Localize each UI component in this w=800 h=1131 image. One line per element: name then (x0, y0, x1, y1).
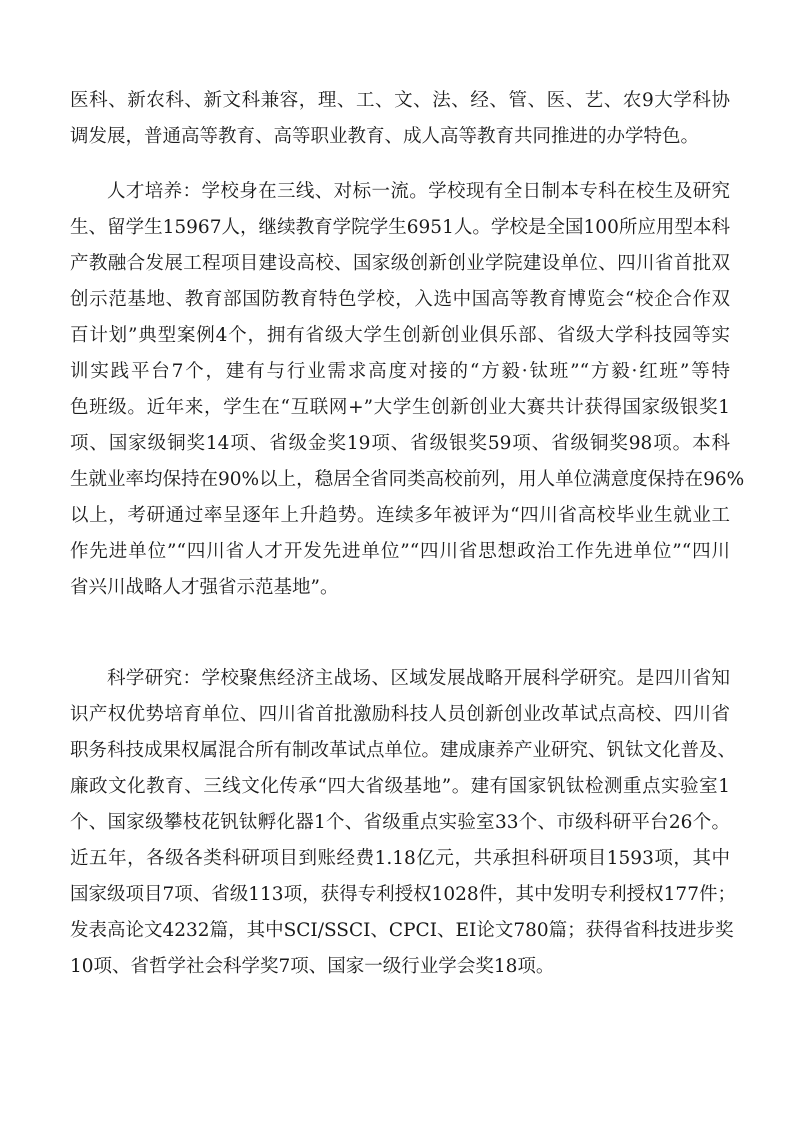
text-line: 生就业率均保持在90%以上，稳居全省同类高校前列，用人单位满意度保持在96% (70, 469, 745, 490)
text-line: 近五年，各级各类科研项目到账经费1.18亿元，共承担科研项目1593项，其中 (70, 848, 730, 869)
text-line: 调发展，普通高等教育、高等职业教育、成人高等教育共同推进的办学特色。 (70, 126, 700, 147)
text-line: 个、国家级攀枝花钒钛孵化器1个、省级重点实验室33个、市级科研平台26个。 (70, 812, 730, 833)
text-line: 10项、省哲学社会科学奖7项、国家一级行业学会奖18项。 (70, 956, 555, 977)
text-line: 省兴川战略人才强省示范基地”。 (70, 577, 339, 598)
paragraph-scientific-research (70, 661, 737, 985)
text-line: 发表高论文4232篇，其中SCI/SSCI、CPCI、EI论文780篇；获得省科技进步奖 (70, 920, 734, 941)
text-line: 医科、新农科、新文科兼容，理、工、文、法、经、管、医、艺、农9大学科协 (70, 90, 730, 111)
text-line: 以上，考研通过率呈逐年上升趋势。连续多年被评为“四川省高校毕业生就业工 (70, 505, 730, 526)
text-line: 职务科技成果权属混合所有制改革试点单位。建成康养产业研究、钒钛文化普及、 (70, 740, 737, 761)
text-line: 作先进单位”“四川省人才开发先进单位”“四川省思想政治工作先进单位”“四川 (70, 541, 730, 562)
text-line: 项、国家级铜奖14项、省级金奖19项、省级银奖59项、省级铜奖98项。本科 (70, 433, 730, 454)
text-line: 生、留学生15967人，继续教育学院学生6951人。学校是全国100所应用型本科 (70, 217, 730, 238)
text-line: 国家级项目7项、省级113项，获得专利授权1028件，其中发明专利授权177件； (70, 884, 736, 905)
text-line: 科学研究：学校聚焦经济主战场、区域发展战略开展科学研究。是四川省知 (107, 668, 730, 689)
text-line: 廉政文化教育、三线文化传承“四大省级基地”。建有国家钒钛检测重点实验室1 (70, 776, 730, 797)
text-line: 百计划”典型案例4个，拥有省级大学生创新创业俱乐部、省级大学科技园等实 (70, 325, 730, 346)
text-line: 训实践平台7个，建有与行业需求高度对接的“方毅·钛班”“方毅·红班”等特 (70, 361, 730, 382)
text-line: 创示范基地、教育部国防教育特色学校，入选中国高等教育博览会“校企合作双 (70, 289, 730, 310)
text-line: 识产权优势培育单位、四川省首批激励科技人员创新创业改革试点高校、四川省 (70, 704, 730, 725)
paragraph-talent-cultivation (70, 174, 745, 606)
text-line: 色班级。近年来，学生在“互联网+”大学生创新创业大赛共计获得国家级银奖1 (70, 397, 730, 418)
text-line: 产教融合发展工程项目建设高校、国家级创新创业学院建设单位、四川省首批双 (70, 253, 730, 274)
text-line: 人才培养：学校身在三线、对标一流。学校现有全日制本专科在校生及研究 (107, 181, 730, 202)
paragraph-discipline-overview (70, 83, 730, 155)
